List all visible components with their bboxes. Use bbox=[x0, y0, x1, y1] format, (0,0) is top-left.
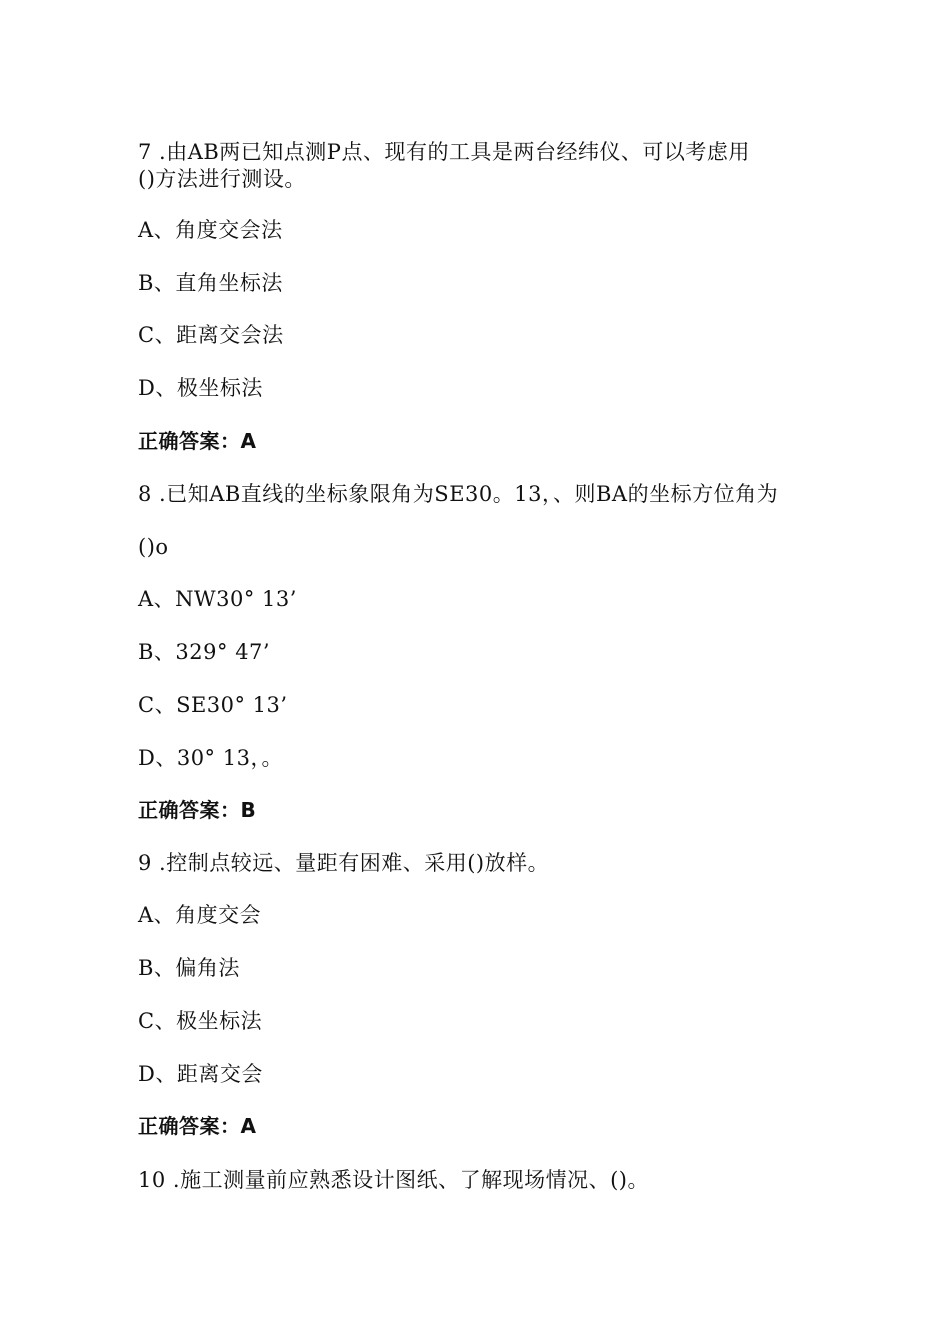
question-8-stem-line-1: 8 .已知AB直线的坐标象限角为SE30。13，、则BA的坐标方位角为 bbox=[138, 482, 779, 506]
question-7-option-a: A、角度交会法 bbox=[138, 218, 283, 242]
question-9-option-d: D、距离交会 bbox=[138, 1062, 263, 1086]
question-7-stem-line-2: ()方法进行测设。 bbox=[138, 167, 306, 191]
question-8-option-c: C、SE30° 13’ bbox=[138, 693, 288, 717]
question-9-option-c: C、极坐标法 bbox=[138, 1009, 263, 1033]
question-8-option-d: D、30° 13，。 bbox=[138, 746, 283, 770]
question-7-answer: 正确答案：A bbox=[138, 429, 257, 453]
question-8-option-b: B、329° 47’ bbox=[138, 640, 271, 664]
question-9-answer: 正确答案：A bbox=[138, 1114, 257, 1138]
question-9-option-b: B、偏角法 bbox=[138, 956, 240, 980]
question-8-option-a: A、NW30° 13’ bbox=[138, 587, 297, 611]
question-8-stem-line-2: ()o bbox=[138, 535, 169, 559]
question-8-answer: 正确答案：B bbox=[138, 798, 257, 822]
question-10-stem-line-1: 10 .施工测量前应熟悉设计图纸、了解现场情况、()。 bbox=[138, 1168, 649, 1192]
question-7-option-d: D、极坐标法 bbox=[138, 376, 263, 400]
question-9-stem-line-1: 9 .控制点较远、量距有困难、采用()放样。 bbox=[138, 851, 550, 875]
question-7-option-b: B、直角坐标法 bbox=[138, 271, 283, 295]
question-7-stem-line-1: 7 .由AB两已知点测P点、现有的工具是两台经纬仪、可以考虑用 bbox=[138, 140, 750, 164]
question-9-option-a: A、角度交会 bbox=[138, 903, 262, 927]
question-7-option-c: C、距离交会法 bbox=[138, 323, 284, 347]
